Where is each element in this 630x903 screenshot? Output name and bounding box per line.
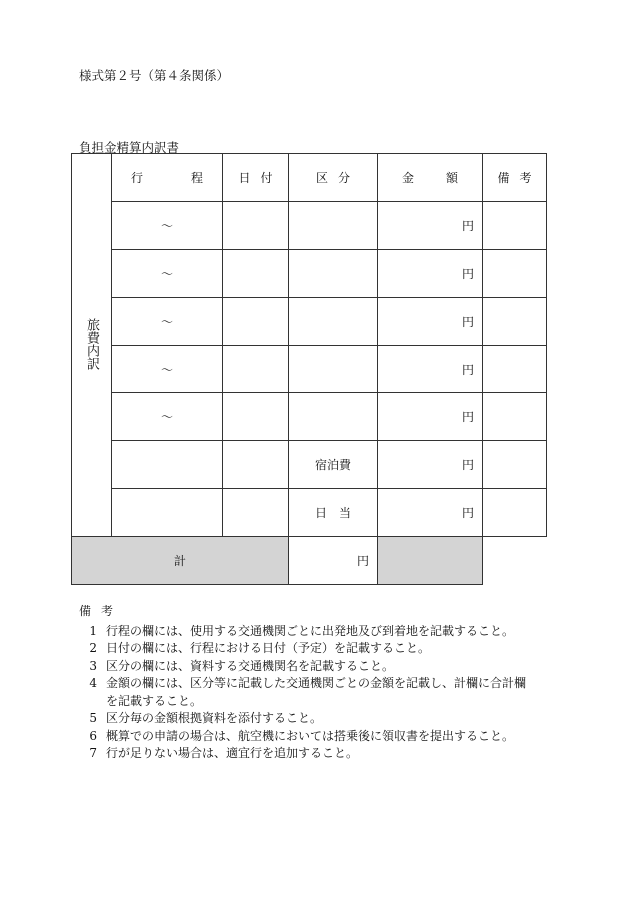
note-text: 金額の欄には、区分等に記載した交通機関ごとの金額を記載し、計欄に合計欄を記載すること。 xyxy=(106,676,527,708)
total-remarks-cell xyxy=(378,537,483,585)
note-text: 行程の欄には、使用する交通機関ごとに出発地及び到着地を記載すること。 xyxy=(106,623,515,638)
header-route: 行 程 xyxy=(112,154,223,202)
side-label-cell xyxy=(72,154,112,537)
note-item xyxy=(79,640,536,658)
table-row xyxy=(72,249,547,297)
category-cell[interactable] xyxy=(289,201,378,249)
route-cell[interactable]: ～ xyxy=(112,345,223,393)
total-label: 計 xyxy=(72,537,289,585)
note-number: 3 xyxy=(89,658,97,673)
category-cell[interactable] xyxy=(289,393,378,441)
amount-cell[interactable]: 円 xyxy=(378,345,483,393)
category-cell[interactable] xyxy=(289,345,378,393)
remarks-cell[interactable] xyxy=(483,249,547,297)
date-cell[interactable] xyxy=(223,345,289,393)
date-cell[interactable] xyxy=(223,393,289,441)
table-row xyxy=(72,345,547,393)
remarks-cell[interactable] xyxy=(483,489,547,537)
note-item xyxy=(79,675,536,710)
note-item xyxy=(79,710,536,728)
remarks-cell[interactable] xyxy=(483,393,547,441)
date-cell[interactable] xyxy=(223,297,289,345)
table-row xyxy=(72,489,547,537)
table-row xyxy=(72,201,547,249)
table-row xyxy=(72,393,547,441)
amount-cell[interactable]: 円 xyxy=(378,297,483,345)
note-text: 日付の欄には、行程における日付（予定）を記載すること。 xyxy=(106,641,431,655)
route-cell[interactable] xyxy=(112,489,223,537)
route-cell[interactable]: ～ xyxy=(112,297,223,345)
note-number: 4 xyxy=(89,676,97,690)
notes-section xyxy=(79,603,536,763)
note-item xyxy=(79,745,536,763)
note-number: 1 xyxy=(89,623,97,638)
header-category: 区分 xyxy=(289,154,378,202)
total-amount-cell[interactable]: 円 xyxy=(289,537,378,585)
header-remarks: 備考 xyxy=(483,154,547,202)
remarks-cell[interactable] xyxy=(483,201,547,249)
remarks-cell[interactable] xyxy=(483,441,547,489)
note-text: 区分の欄には、資料する交通機関名を記載すること。 xyxy=(106,658,395,673)
category-cell: 宿泊費 xyxy=(289,441,378,489)
expense-table xyxy=(71,153,547,585)
category-cell[interactable] xyxy=(289,297,378,345)
route-cell[interactable]: ～ xyxy=(112,249,223,297)
category-cell[interactable] xyxy=(289,249,378,297)
route-cell[interactable] xyxy=(112,441,223,489)
table-title: 負担金精算内訳書 xyxy=(79,140,180,155)
amount-cell[interactable]: 円 xyxy=(378,393,483,441)
amount-cell[interactable]: 円 xyxy=(378,249,483,297)
note-text: 行が足りない場合は、適宜行を追加すること。 xyxy=(106,746,359,760)
category-cell: 日 当 xyxy=(289,489,378,537)
note-number: 7 xyxy=(89,746,97,760)
form-number: 様式第２号（第４条関係） xyxy=(79,68,230,83)
route-cell[interactable]: ～ xyxy=(112,201,223,249)
table-row xyxy=(72,297,547,345)
date-cell[interactable] xyxy=(223,201,289,249)
remarks-cell[interactable] xyxy=(483,345,547,393)
note-item xyxy=(79,623,536,641)
note-number: 6 xyxy=(89,728,97,743)
note-number: 2 xyxy=(89,641,97,655)
note-text: 区分毎の金額根拠資料を添付すること。 xyxy=(106,711,323,725)
note-item xyxy=(79,658,536,676)
route-cell[interactable]: ～ xyxy=(112,393,223,441)
date-cell[interactable] xyxy=(223,441,289,489)
remarks-cell[interactable] xyxy=(483,297,547,345)
notes-title: 備考 xyxy=(79,604,124,618)
side-label: 旅費内訳 xyxy=(84,317,99,370)
header-date: 日付 xyxy=(223,154,289,202)
note-number: 5 xyxy=(89,711,97,725)
date-cell[interactable] xyxy=(223,489,289,537)
date-cell[interactable] xyxy=(223,249,289,297)
total-row xyxy=(72,537,547,585)
header-row xyxy=(72,154,547,202)
amount-cell[interactable]: 円 xyxy=(378,201,483,249)
note-text: 概算での申請の場合は、航空機においては搭乗後に領収書を提出すること。 xyxy=(106,728,515,743)
header-amount: 金 額 xyxy=(378,154,483,202)
table-row xyxy=(72,441,547,489)
note-item xyxy=(79,728,536,746)
amount-cell[interactable]: 円 xyxy=(378,441,483,489)
amount-cell[interactable]: 円 xyxy=(378,489,483,537)
